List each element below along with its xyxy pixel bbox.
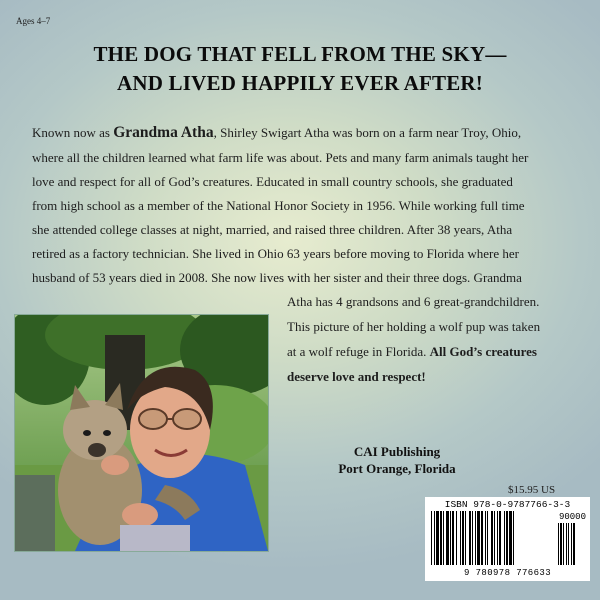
barcode-bar <box>440 511 442 565</box>
barcode-bar <box>446 511 449 565</box>
bio-line-4: from high school as a member of the National Honor Society in 1956. While working full time <box>32 198 525 213</box>
barcode-bar <box>434 511 435 565</box>
bio-line-7: husband of 53 years died in 2008. She now lives with her sister and their three dogs. Grandma <box>32 270 522 285</box>
bio-line-8: Atha has 4 grandsons and 6 great-grandchildren. <box>287 294 540 309</box>
headline-line-1: THE DOG THAT FELL FROM THE SKY— <box>93 42 507 66</box>
barcode-addon-bar <box>568 523 569 565</box>
barcode-addon-bar <box>573 523 575 565</box>
barcode-bar <box>450 511 451 565</box>
bio-line-1-rest: , Shirley Swigart Atha was born on a farm near Troy, Ohio, <box>213 125 522 140</box>
bio-line-10-plain: at a wolf refuge in Florida. <box>287 344 430 359</box>
barcode-bar <box>485 511 486 565</box>
barcode-addon-bar <box>571 523 572 565</box>
isbn-digits: 9 780978 776633 <box>463 568 551 578</box>
author-name: Grandma Atha <box>113 124 214 141</box>
price: $15.95 US <box>508 484 556 496</box>
barcode-bar <box>472 511 473 565</box>
bio-line-1 <box>32 125 521 141</box>
bio-line-10 <box>287 344 537 360</box>
author-photo <box>14 314 269 552</box>
barcode-bar <box>436 511 439 565</box>
barcode-bar <box>504 511 505 565</box>
barcode-bar <box>460 511 461 565</box>
barcode-bar <box>499 511 501 565</box>
barcode-addon-bar <box>558 523 559 565</box>
barcode-bar <box>465 511 466 565</box>
isbn-barcode <box>425 497 590 581</box>
barcode-bar <box>462 511 464 565</box>
isbn-addon: 90000 <box>558 512 586 522</box>
headline-line-2: AND LIVED HAPPILY EVER AFTER! <box>117 71 483 95</box>
age-range: Ages 4–7 <box>16 16 51 26</box>
barcode-bar <box>452 511 454 565</box>
bio-lead-in: Known now as <box>32 125 114 140</box>
publisher-name: CAI Publishing <box>353 444 441 459</box>
barcode-bar <box>506 511 508 565</box>
barcode-bar <box>509 511 512 565</box>
bio-line-3: love and respect for all of God’s creatures. Educated in small country schools, she graduated <box>32 174 513 189</box>
barcode-bar <box>469 511 471 565</box>
barcode-addon-bar <box>566 523 567 565</box>
bio-line-9: This picture of her holding a wolf pup was taken <box>287 319 541 334</box>
barcode-bar <box>491 511 493 565</box>
bio-line-11: deserve love and respect! <box>287 369 426 384</box>
barcode-bar <box>477 511 480 565</box>
barcode-bar <box>487 511 488 565</box>
isbn-label: ISBN 978-0-9787766-3-3 <box>444 499 571 510</box>
publisher-location: Port Orange, Florida <box>338 461 456 476</box>
barcode-addon-bar <box>560 523 562 565</box>
barcode-bar <box>431 511 432 565</box>
barcode-addon-bar <box>563 523 564 565</box>
barcode-bar <box>497 511 498 565</box>
barcode-bar <box>481 511 483 565</box>
barcode-bar <box>443 511 444 565</box>
bio-line-10-bold: All God’s creatures <box>429 344 537 359</box>
bio-line-6: retired as a factory technician. She lived in Ohio 63 years before moving to Florida where her <box>32 246 519 261</box>
bio-line-5: she attended college classes at night, married, and raised three children. After 38 years, Atha <box>32 222 513 237</box>
barcode-bar <box>475 511 476 565</box>
photo-woman-holding-wolf-pup-icon <box>15 315 268 551</box>
barcode-bar <box>456 511 457 565</box>
barcode-bar <box>513 511 514 565</box>
bio-line-2: where all the children learned what farm life was about. Pets and many farm animals taught her <box>32 150 529 165</box>
barcode-bar <box>494 511 495 565</box>
